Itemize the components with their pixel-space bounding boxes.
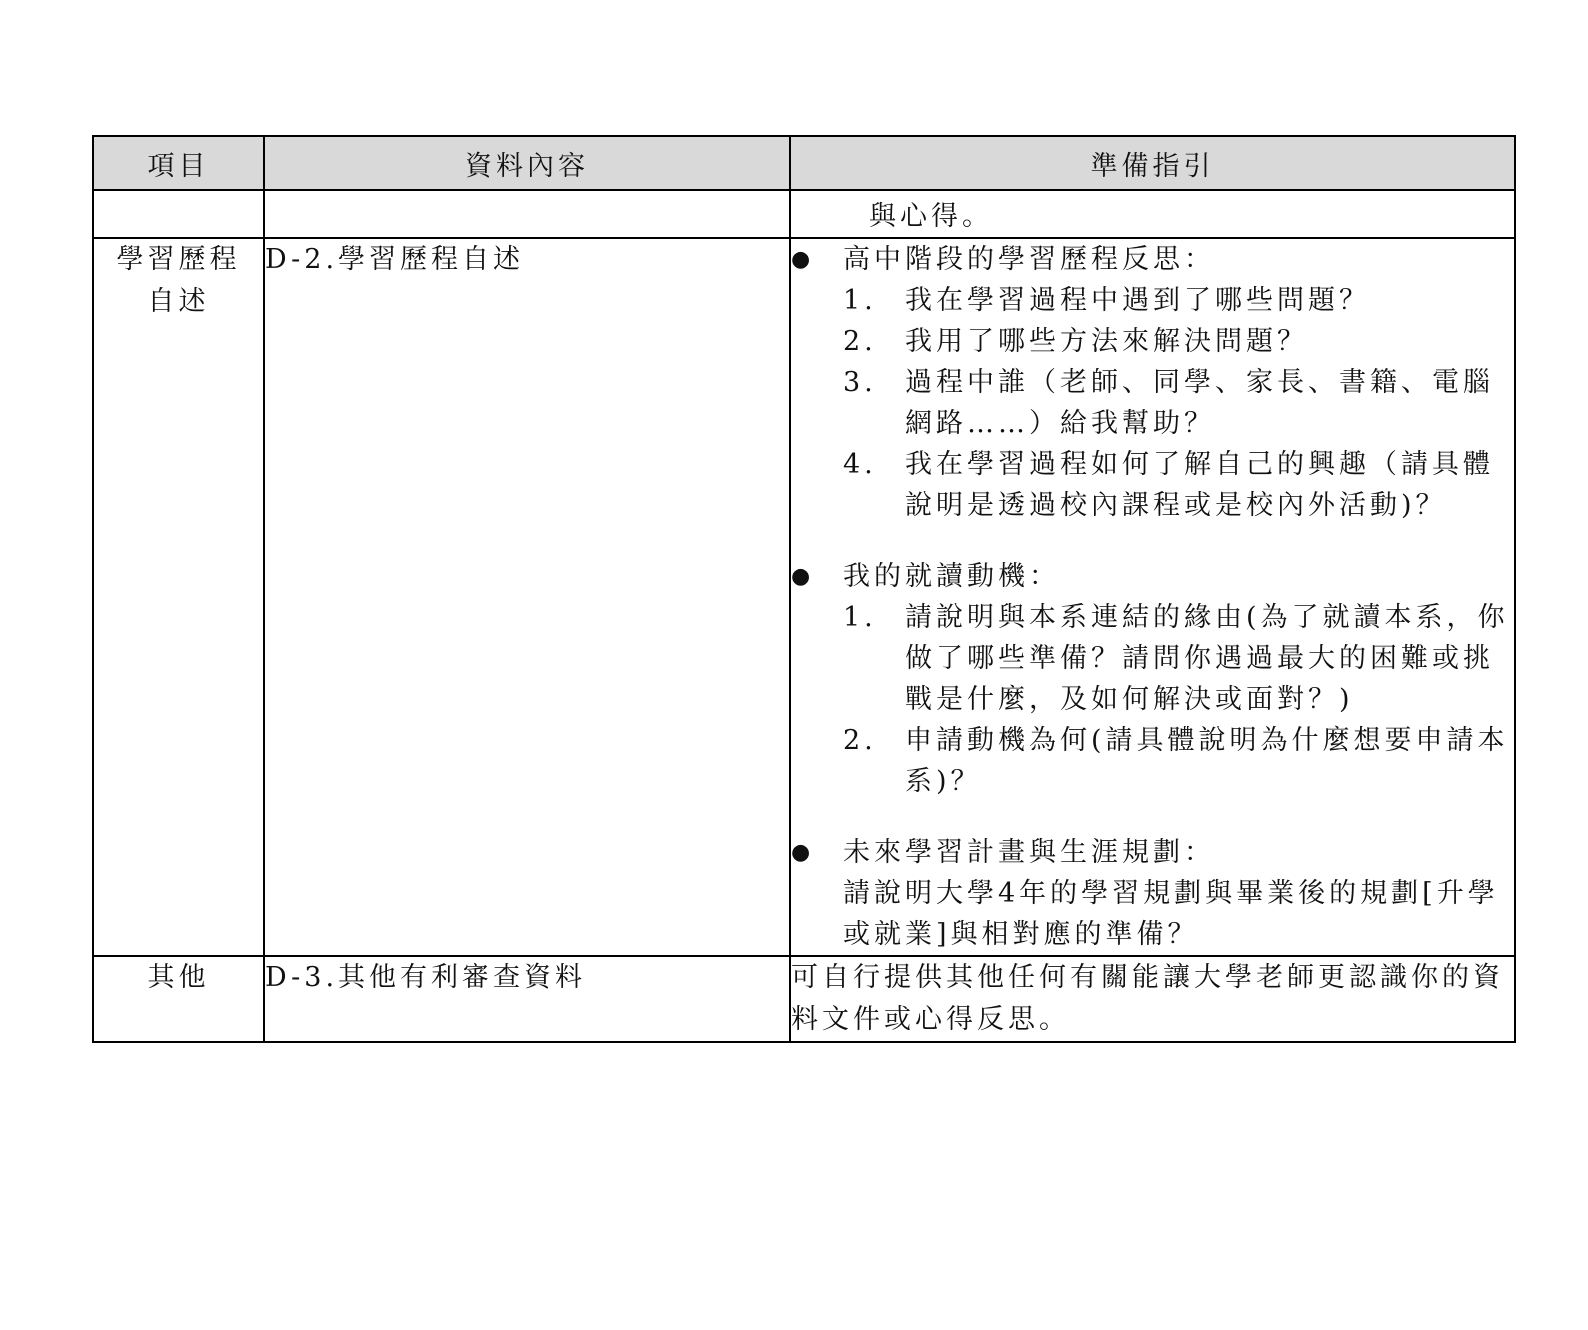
- list-item: [843, 720, 1514, 802]
- section-body-text: 請說明大學4年的學習規劃與畢業後的規劃[升學或就業]與相對應的準備？: [843, 878, 1499, 950]
- other-guide-text: 可自行提供其他任何有關能讓大學老師更認識你的資料文件或心得反思。: [791, 962, 1504, 1035]
- other-content-text: D-3.其他有利審查資料: [265, 962, 587, 993]
- list-item-text: 我在學習過程中遇到了哪些問題？: [905, 285, 1370, 316]
- reflection-item-cell: [93, 238, 264, 956]
- header-item: 項目: [93, 136, 264, 190]
- bullet-icon: ●: [791, 247, 815, 272]
- guide-section-motivation: [791, 556, 1514, 802]
- other-content-cell: [264, 956, 790, 1042]
- reflection-item-line1: 學習歷程: [116, 244, 241, 275]
- list-item: [843, 362, 1514, 444]
- list-item: [843, 597, 1514, 720]
- list-item-text: 申請動機為何(請具體說明為什麼想要申請本系)？: [905, 725, 1509, 797]
- bullet-icon: ●: [791, 840, 815, 865]
- section-spacer: [791, 802, 1514, 832]
- reflection-item-line2: 自述: [147, 286, 210, 317]
- list-item-number: 4.: [843, 449, 877, 480]
- list-item: [843, 321, 1514, 362]
- list-item-number: 3.: [843, 367, 877, 398]
- header-content: 資料內容: [264, 136, 790, 190]
- list-item-text: 請說明與本系連結的緣由(為了就讀本系，你做了哪些準備？請問你遇過最大的困難或挑戰是什麼，及如何解決或面對？): [905, 602, 1509, 715]
- guide-section-high-school: [791, 239, 1514, 526]
- list-item-number: 1.: [843, 285, 877, 316]
- list-item-number: 1.: [843, 602, 877, 633]
- list-item-number: 2.: [843, 725, 877, 756]
- section-heading: 未來學習計畫與生涯規劃：: [843, 837, 1215, 868]
- other-guide-cell: [790, 956, 1515, 1042]
- header-guide: 準備指引: [790, 136, 1515, 190]
- table-row-continued: [93, 190, 1515, 238]
- reflection-content-text: D-2.學習歷程自述: [265, 244, 525, 275]
- section-heading: 我的就讀動機：: [843, 561, 1060, 592]
- reflection-content-cell: [264, 238, 790, 956]
- header-row: [93, 136, 1515, 190]
- table-row-other: [93, 956, 1515, 1042]
- list-item-text: 我用了哪些方法來解決問題？: [905, 326, 1308, 357]
- continued-content-cell: [264, 190, 790, 238]
- continued-guide-text: 與心得。: [869, 201, 993, 232]
- reflection-guide-cell: [790, 238, 1515, 956]
- guide-section-future-plan: [791, 832, 1514, 955]
- other-item-cell: [93, 956, 264, 1042]
- table-row-reflection: [93, 238, 1515, 956]
- list-item: [843, 444, 1514, 526]
- list-item-text: 過程中誰（老師、同學、家長、書籍、電腦網路……）給我幫助？: [905, 367, 1494, 439]
- other-item-text: 其他: [147, 962, 210, 993]
- section-heading: 高中階段的學習歷程反思：: [843, 244, 1215, 275]
- list-item-number: 2.: [843, 326, 877, 357]
- guidance-table: [92, 135, 1516, 1043]
- continued-guide-cell: [790, 190, 1515, 238]
- list-item-text: 我在學習過程如何了解自己的興趣（請具體說明是透過校內課程或是校內外活動)？: [905, 449, 1494, 521]
- continued-item-cell: [93, 190, 264, 238]
- section-spacer: [791, 526, 1514, 556]
- bullet-icon: ●: [791, 564, 815, 589]
- list-item: [843, 280, 1514, 321]
